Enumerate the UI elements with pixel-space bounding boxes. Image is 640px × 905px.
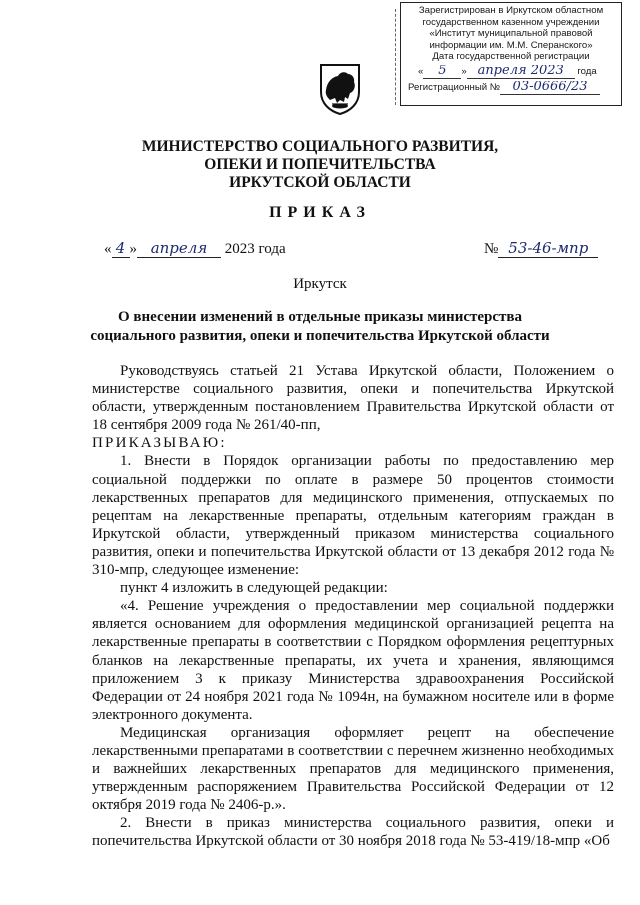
- body-paragraph: 2. Внести в приказ министерства социального развития, опеки и попечительства Иркутской области от 30 ноября 2018 года № 53-419/18-мпр «Об: [92, 815, 614, 850]
- stamp-reg-number: 03-0666/23: [512, 80, 588, 94]
- ministry-line: ИРКУТСКОЙ ОБЛАСТИ: [229, 174, 411, 191]
- order-date-day: 4: [115, 239, 126, 257]
- ministry-line: МИНИСТЕРСТВО СОЦИАЛЬНОГО РАЗВИТИЯ,: [141, 138, 499, 155]
- stamp-date-close: »: [461, 65, 467, 77]
- body-paragraph: 1. Внести в Порядок организации работы по предоставлению мер социальной поддержки по оплате в размере 50 процентов стоимости лекарственных препаратов для медицинского применения, отпускаемых по рецептам на лекарственные препараты, отдельным категориям граждан в Иркутской области, утвержденный приказом министерства социального развития, опеки и попечительства Иркутской области от 13 декабря 2012 года № 310-мпр, следующее изменение:: [92, 453, 614, 579]
- order-number: [484, 240, 598, 258]
- order-date: [104, 240, 286, 258]
- order-date-close: »: [129, 241, 137, 257]
- stamp-date-day: 5: [438, 64, 447, 78]
- order-city: Иркутск: [293, 276, 347, 292]
- stamp-line: Зарегистрирован в Иркутском областном: [418, 5, 604, 16]
- stamp-line: Дата государственной регистрации: [432, 51, 590, 63]
- order-date-year: 2023 года: [224, 241, 286, 257]
- order-date-month: апреля: [150, 239, 208, 257]
- irkutsk-coat-of-arms-icon: [318, 62, 362, 116]
- body-paragraph: «4. Решение учреждения о предоставлении мер социальной поддержки является основанием для оформления медицинской организацией рецепта на лекарственные препараты в соответствии с Порядком оформления рецептурных бланков на лекарственные препараты, их учета и хранения, являющимся приложением 3 к приказу Министерства здравоохранения Российской Федерации от 24 ноября 2021 года № 1094н, на бумажном носителе или в форме электронного документа.: [92, 598, 614, 723]
- registration-stamp: [400, 2, 622, 106]
- stamp-line: информации им. М.М. Сперанского»: [429, 39, 593, 51]
- body-paragraph: Медицинская организация оформляет рецепт на обеспечение лекарственными препаратами в соответствии с перечнем жизненно необходимых и важнейших лекарственных препаратов для медицинского применения, утвержденным распоряжением Правительства Российской Федерации от 12 октября 2019 года № 2406-р.».: [92, 724, 614, 814]
- stamp-date-suffix: года: [577, 65, 597, 77]
- stamp-date-line: [404, 65, 618, 79]
- order-date-open: «: [104, 241, 112, 257]
- ministry-header: [110, 138, 530, 192]
- stamp-reg-label: Регистрационный №: [408, 81, 501, 93]
- order-subject: О внесении изменений в отдельные приказы министерства социального развития, опеки и попечительства Иркутской области: [90, 309, 550, 344]
- order-body: [92, 362, 614, 851]
- ministry-line: ОПЕКИ И ПОПЕЧИТЕЛЬСТВА: [204, 156, 436, 173]
- stamp-date-month-year: апреля 2023: [477, 64, 564, 78]
- order-number-value: 53-46-мпр: [508, 239, 589, 257]
- body-paragraph: Руководствуясь статьей 21 Устава Иркутской области, Положением о министерстве социального развития, опеки и попечительства Иркутской области, утвержденным постановлением Правительства Иркутской области от 18 сентября 2009 года № 261/40-пп,: [92, 363, 614, 434]
- stamp-date-open: «: [418, 65, 424, 77]
- stamp-line: государственном казенном учреждении: [422, 16, 600, 28]
- stamp-line: «Институт муниципальной правовой: [429, 28, 593, 40]
- document-type-title: ПРИКАЗ: [269, 204, 371, 221]
- order-number-label: №: [484, 241, 499, 257]
- body-paragraph: пункт 4 изложить в следующей редакции:: [120, 580, 388, 597]
- stamp-reg-line: [404, 81, 618, 95]
- body-order-word: ПРИКАЗЫВАЮ:: [92, 435, 227, 452]
